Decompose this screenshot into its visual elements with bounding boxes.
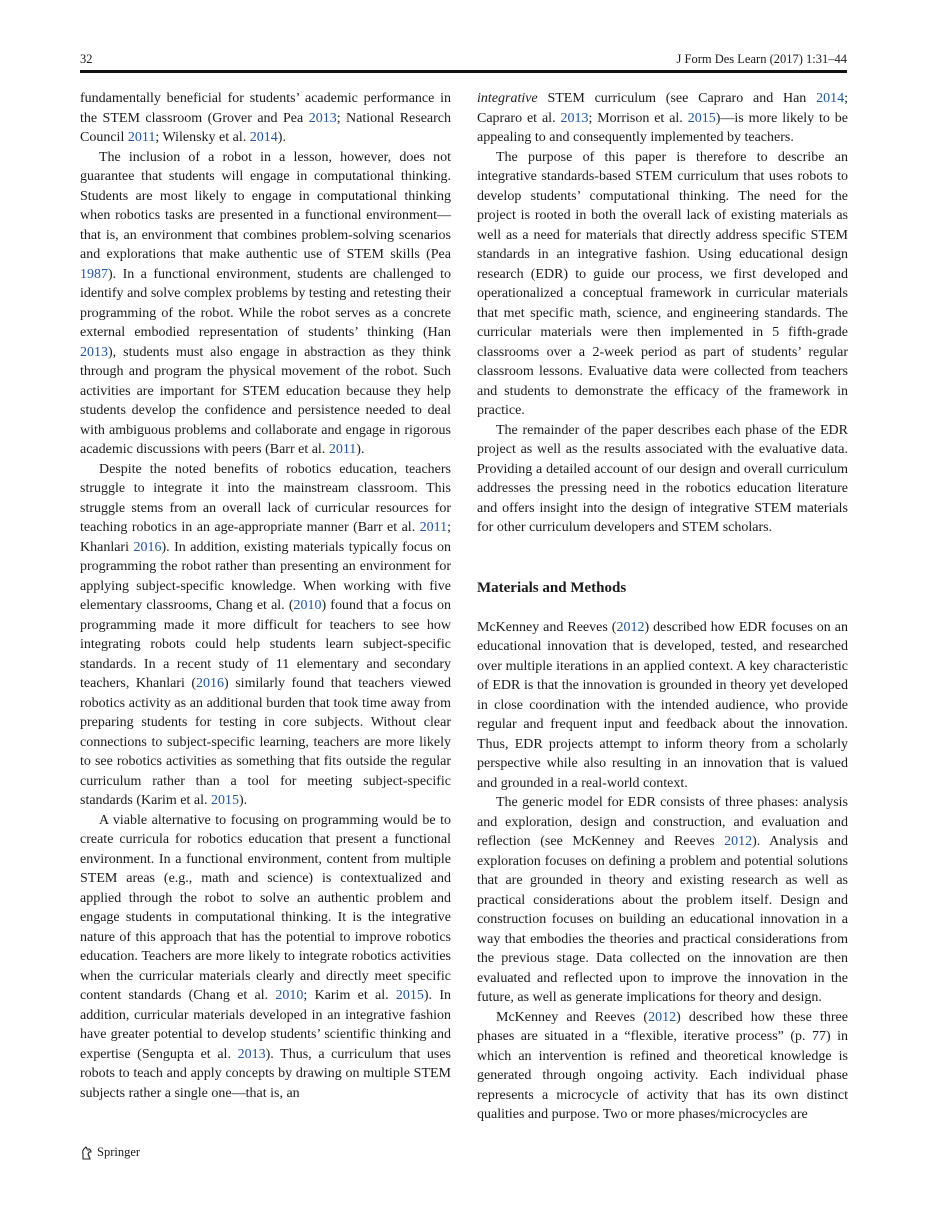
citation-link[interactable]: 2012 — [648, 1009, 677, 1025]
citation-link[interactable]: 2016 — [133, 539, 162, 555]
body-text: ; Khanlari — [80, 520, 451, 555]
body-text: The inclusion of a robot in a lesson, however, does not guarantee that students will engage in computational thinking. Students are most likely to engage in computational thinking when robotics tasks are presented in a functional environment—that is, an environment that combines problem-solving scenarios and explorations that make authentic use of STEM skills (Pea — [80, 149, 451, 262]
citation-link[interactable]: 2015 — [687, 110, 716, 126]
paragraph — [477, 618, 848, 794]
body-text: ). In a functional environment, students are challenged to identify and solve complex problems by testing and retesting their programming of the robot. While the robot serves as a concrete external embodied representation of students’ thinking (Han — [80, 266, 451, 340]
running-header — [80, 50, 847, 73]
citation-link[interactable]: 2012 — [616, 619, 645, 635]
body-text: The remainder of the paper describes each phase of the EDR project as well as the results associated with the evaluative data. Providing a detailed account of our design and overall curriculum addresses the pressing need in the robotics education literature and offers insight into the design of integrative STEM materials for other curriculum developers and STEM scholars. — [477, 422, 848, 535]
citation-link[interactable]: 2011 — [419, 520, 448, 535]
body-text: STEM curriculum (see Capraro and Han — [537, 91, 817, 106]
citation-link[interactable]: 2016 — [196, 676, 225, 691]
body-text: ) described how these three phases are situated in a “flexible, iterative process” (p. 77) in which an intervention is refined and theoretical knowledge is generated through ongoing activity. Each individual phase represents a microcycle of activity that has its own distinct qualities and purpose. Two or more phases/microcycles are — [477, 1009, 848, 1122]
citation-link[interactable]: 2013 — [80, 344, 108, 360]
body-text: ) found that a focus on programming made it more difficult for teachers to see how integrating robots could help students learn subject-specific standards. In a recent study of 11 elementary and secondary teachers, Khanlari ( — [80, 598, 451, 691]
body-text: ), students must also engage in abstraction as they think through and program the physical movement of the robot. Such activities are important for STEM education because they help students develop the confidence and persistence needed to deal with ambiguous problems and collaborate and engage in rigorous academic discussions with peers (Barr et al. — [80, 344, 451, 457]
body-text: ; National Research Council — [80, 110, 451, 145]
paragraph — [80, 148, 451, 460]
paragraph — [477, 1008, 848, 1125]
section-heading: Materials and Methods — [477, 579, 627, 596]
citation-link[interactable]: 2010 — [275, 988, 304, 1003]
body-text: )—is more likely to be appealing to and consequently implemented by teachers. — [477, 110, 848, 145]
publisher-name: Springer — [97, 1145, 141, 1159]
emphasis-text: integrative — [477, 91, 538, 106]
body-text: ; Morrison et al. — [588, 110, 688, 126]
left-column — [80, 89, 451, 1103]
body-text: ; Karim et al. — [303, 988, 396, 1003]
page-number: 32 — [80, 52, 93, 66]
springer-horse-icon — [80, 1146, 93, 1160]
body-text: McKenney and Reeves ( — [496, 1009, 649, 1025]
citation-link[interactable]: 2012 — [724, 834, 753, 849]
citation-link[interactable]: 1987 — [80, 266, 108, 282]
paragraph — [80, 89, 451, 148]
citation-link[interactable]: 2013 — [560, 110, 589, 126]
paragraph — [80, 811, 451, 1104]
body-text: ) described how EDR focuses on an educational innovation that is developed, tested, and researched over multiple iterations in an applied context. A key characteristic of EDR is that the innovation is grounded in theory yet developed in close coordination with the intended audience, who provide regular and frequent input and feedback about the innovation. Thus, EDR projects attempt to inform theory from a scholarly perspective while also resulting in an innovation that is valued and grounded in a real-world context. — [477, 619, 848, 791]
paragraph — [477, 793, 848, 1008]
citation-link[interactable]: 2015 — [395, 988, 424, 1003]
body-text: The generic model for EDR consists of three phases: analysis and exploration, design and construction, and evaluation and reflection (see McKenney and Reeves — [477, 795, 848, 849]
body-text: ). Thus, a curriculum that uses robots to teach and apply concepts by drawing on multiple STEM subjects rather a single one—that is, an — [80, 1046, 451, 1101]
journal-reference: J Form Des Learn (2017) 1:31–44 — [676, 52, 847, 66]
body-text: McKenney and Reeves ( — [477, 619, 617, 635]
body-text: ). Analysis and exploration focuses on defining a problem and potential solutions that are grounded in theory and existing research as well as practical considerations about the problem itself. Design and construction focuses on building an educational innovation in a way that embodies the theories and practical considerations from the previous stage. Data collected on the innovation are then evaluated and reflected upon to improve the innovation in the future, as well as generate implications for theory and design. — [477, 834, 848, 1005]
citation-link[interactable]: 2015 — [211, 793, 240, 808]
citation-link[interactable]: 2014 — [249, 130, 278, 145]
citation-link[interactable]: 2013 — [308, 110, 337, 126]
body-text: ). In addition, existing materials typically focus on programming the robot rather than presenting an environment for applying subject-specific knowledge. When working with five elementary classrooms, Chang et al. ( — [80, 539, 451, 613]
right-column — [477, 89, 848, 1125]
paragraph — [80, 460, 451, 811]
body-text: A viable alternative to focusing on programming would be to create curricula for robotics education that present a functional environment. In a functional environment, content from multiple STEM areas (e.g., math and science) is contextualized and applied through the robot to solve an authentic problem and engage students in computational thinking. It is the integrative nature of this approach that has the potential to improve robotics education. Teachers are more likely to integrate robotics activities when the curricular materials clearly and directly meet specific content standards (Chang et al. — [80, 812, 451, 1003]
body-text: fundamentally beneficial for students’ academic performance in the STEM classroom (Grover and Pea — [80, 91, 451, 126]
paragraph — [477, 421, 848, 538]
citation-link[interactable]: 2011 — [127, 130, 156, 145]
citation-link[interactable]: 2010 — [293, 598, 322, 613]
body-text: The purpose of this paper is therefore to describe an integrative standards-based STEM curriculum that uses robots to develop students’ computational thinking. The need for the project is rooted in both the overall lack of existing materials as well as a need for materials that directly address specific STEM standards in an integrative fashion. Using educational design research (EDR) to guide our process, we first developed and operationalized a conceptual framework in curricular materials that met specific math, science, and engineering standards. The curricular materials were then implemented in 5 fifth-grade classrooms over a 2-week period as part of students’ regular classroom lessons. Evaluative data were collected from teachers and students to demonstrate the efficacy of the framework in practice. — [477, 149, 848, 418]
body-text: ; Wilensky et al. — [155, 130, 250, 145]
body-text: ). — [356, 442, 365, 457]
body-text: ). In addition, curricular materials developed in an integrative fashion have greater potential to develop students’ scientific thinking and expertise (Sengupta et al. — [80, 988, 451, 1062]
body-text: Despite the noted benefits of robotics education, teachers struggle to integrate it into the mainstream classroom. This struggle stems from an overall lack of curricular resources for teaching robotics in an age-appropriate manner (Barr et al. — [80, 461, 451, 535]
citation-link[interactable]: 2013 — [237, 1046, 266, 1062]
citation-link[interactable]: 2014 — [816, 91, 845, 106]
right-column-methods — [477, 618, 848, 1125]
body-text: ). — [239, 793, 248, 808]
paragraph — [477, 89, 848, 148]
citation-link[interactable]: 2011 — [328, 442, 357, 457]
body-text: ) similarly found that teachers viewed robotics activity as an additional burden that took time away from preparing students for testing in core subjects. Without clear connections to subject-specific learning, teachers are more likely to see robotics activities as something that fits outside the regular curriculum rather than a tool for meeting subject-specific standards (Karim et al. — [80, 676, 452, 808]
right-column-intro — [477, 89, 848, 538]
body-text: ; Capraro et al. — [477, 91, 848, 126]
body-text: ). — [277, 130, 286, 145]
publisher-footer — [80, 1145, 140, 1160]
paragraph — [477, 148, 848, 421]
